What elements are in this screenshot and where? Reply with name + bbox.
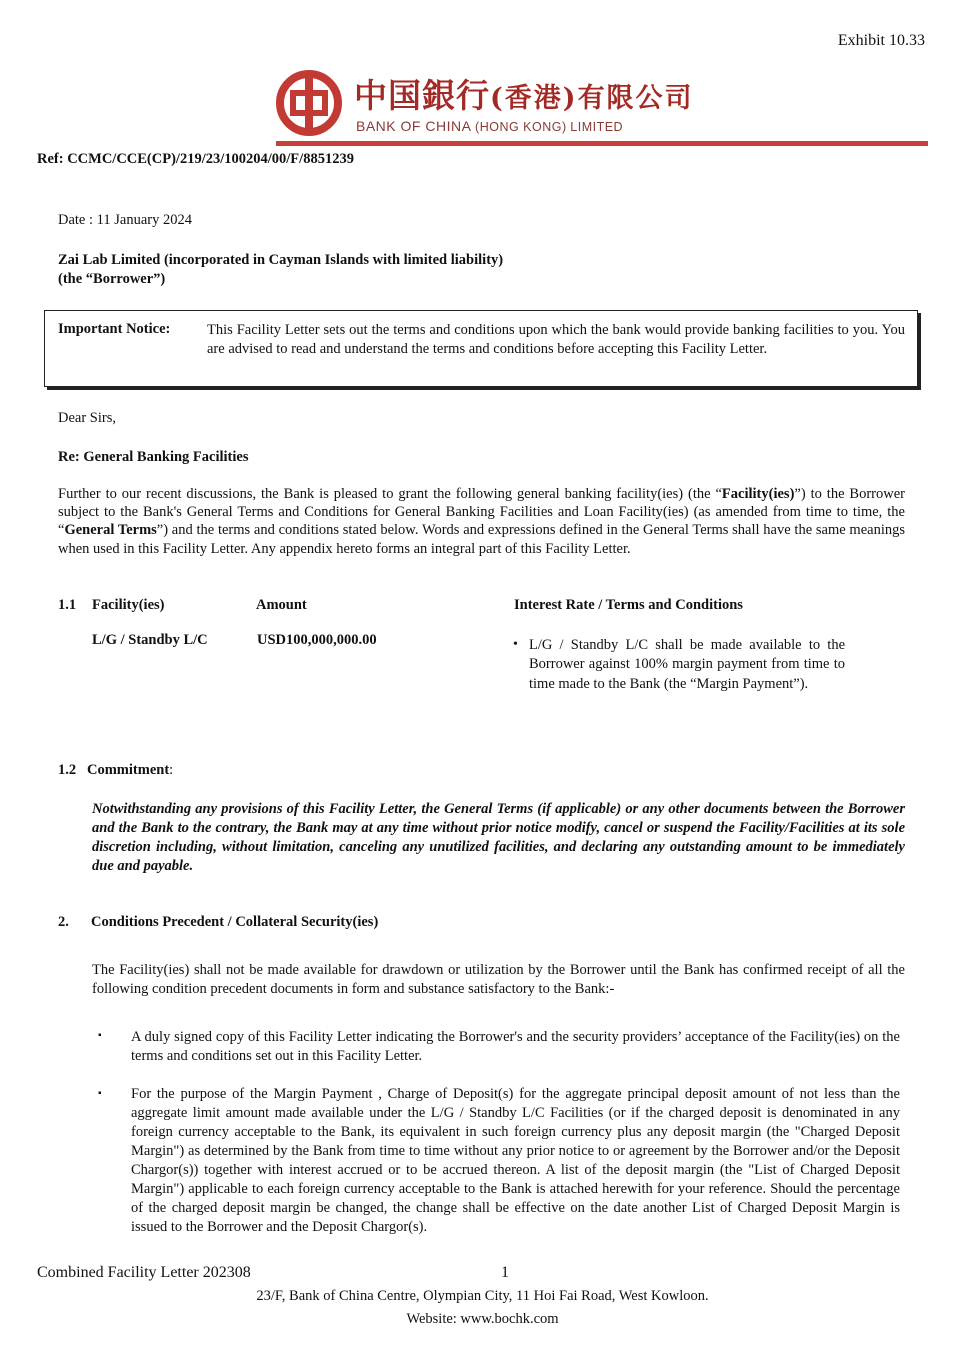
- col-terms-header: Interest Rate / Terms and Conditions: [514, 597, 743, 613]
- intro-text-1: Further to our recent discussions, the Bank is pleased to grant the following general banking facility(ies) (the “: [58, 486, 722, 502]
- condition-item: A duly signed copy of this Facility Letter indicating the Borrower's and the security providers’ acceptance of the Facility(ies) on the terms and conditions set out in this Facility Letter.: [131, 1029, 900, 1064]
- reference-number: Ref: CCMC/CCE(CP)/219/23/100204/00/F/8851239: [37, 151, 354, 167]
- intro-text-3: ”) and the terms and conditions stated below. Words and expressions defined in the General Terms shall have the same meanings when used in this Facility Letter. Any appendix hereto forms an integral part of this Facility Letter.: [58, 522, 905, 557]
- footer-document-name: Combined Facility Letter 202308: [37, 1264, 251, 1281]
- term-bullet-icon: •: [513, 637, 518, 652]
- logo-chinese-main: 中国銀行: [354, 76, 490, 115]
- exhibit-label: Exhibit 10.33: [837, 32, 925, 49]
- facility-term: L/G / Standby L/C shall be made available to the Borrower against 100% margin payment from time to time made to the Bank (the “Margin Payment”).: [529, 637, 845, 692]
- square-bullet-icon: ▪: [98, 1030, 102, 1041]
- intro-paragraph: [58, 485, 905, 558]
- header-rule: [276, 141, 928, 146]
- section-1-2-heading: [58, 762, 173, 779]
- commitment-title: Commitment: [87, 762, 170, 778]
- footer-website: Website: www.bochk.com: [406, 1311, 559, 1327]
- borrower-alias: (the “Borrower”): [58, 271, 166, 287]
- logo-english-paren: (HONG KONG): [475, 120, 567, 134]
- page-number: 1: [501, 1264, 509, 1281]
- conditions-intro: The Facility(ies) shall not be made available for drawdown or utilization by the Borrower until the Bank has confirmed receipt of all the following condition precedent documents in form and substance satisfactory to the Bank:-: [92, 962, 905, 997]
- condition-item: For the purpose of the Margin Payment , Charge of Deposit(s) for the aggregate principal deposit amount of not less than the aggregate limit amount made available under the L/G / Standby L/C Facilities (or if the charged deposit is denominated in any foreign currency acceptable to the Bank, its equivalent in such foreign currency plus any deposit margin (the "Charged Deposit Margin") as determined by the Bank from time to time without any prior notice to or agreement by the Borrower and/or the Deposit Chargor(s)) together with interest accrued or to be accrued thereon. A list of the deposit margin (the "List of Charged Deposit Margin") applicable to each foreign currency acceptable to the Bank is attached herewith for your reference. Should the percentage of the charged deposit margin be changed, the change shall be effective on the date another List of Charged Deposit Margin is issued to the Borrower and the Deposit Chargor(s).: [131, 1086, 900, 1235]
- letter-date: Date : 11 January 2024: [58, 212, 192, 228]
- subject-line: Re: General Banking Facilities: [58, 449, 249, 465]
- col-facility-header: Facility(ies): [92, 597, 165, 613]
- commitment-colon: :: [169, 762, 174, 778]
- section-1-1-number: 1.1: [58, 597, 77, 613]
- col-amount-header: Amount: [256, 597, 307, 613]
- facility-amount: USD100,000,000.00: [257, 632, 377, 648]
- logo-english-main: BANK OF CHINA: [356, 118, 472, 134]
- footer-address: 23/F, Bank of China Centre, Olympian City, 11 Hoi Fai Road, West Kowloon.: [256, 1288, 709, 1304]
- salutation: Dear Sirs,: [58, 410, 116, 426]
- square-bullet-icon: ▪: [98, 1088, 102, 1099]
- intro-text-2: ”) to the Borrower subject to the Bank's General Terms and Conditions for General Banking Facilities and Loan Facility(ies) (as amended from time to time, the “: [58, 486, 905, 539]
- bank-logo: [276, 68, 928, 148]
- logo-chinese-tail: 有限公司: [577, 83, 694, 114]
- boc-emblem-icon: [276, 70, 342, 136]
- section-1-2-number: 1.2: [58, 762, 77, 778]
- important-notice-label: Important Notice:: [58, 321, 171, 337]
- facility-name: L/G / Standby L/C: [92, 632, 208, 648]
- section-2-number: 2.: [58, 914, 69, 930]
- section-2-title: Conditions Precedent / Collateral Security(ies): [91, 914, 379, 930]
- intro-general-terms: General Terms: [64, 522, 157, 539]
- logo-english-tail: LIMITED: [570, 120, 624, 134]
- commitment-text: Notwithstanding any provisions of this Facility Letter, the General Terms (if applicable) or any other documents between the Borrower and the Bank to the contrary, the Bank may at any time without prior notice modify, cancel or suspend the Facility/Facilities at its sole discretion including, without limitation, canceling any unutilized facilities, and declaring any outstanding amount to be immediately due and payable.: [92, 801, 905, 874]
- borrower-name: Zai Lab Limited (incorporated in Cayman Islands with limited liability): [58, 252, 504, 268]
- intro-facility-term: Facility(ies): [721, 486, 795, 502]
- important-notice-text: This Facility Letter sets out the terms and conditions upon which the bank would provide banking facilities to you. You are advised to read and understand the terms and conditions before accepting this Facility Letter.: [207, 322, 905, 357]
- logo-chinese-paren: (香港): [490, 83, 578, 114]
